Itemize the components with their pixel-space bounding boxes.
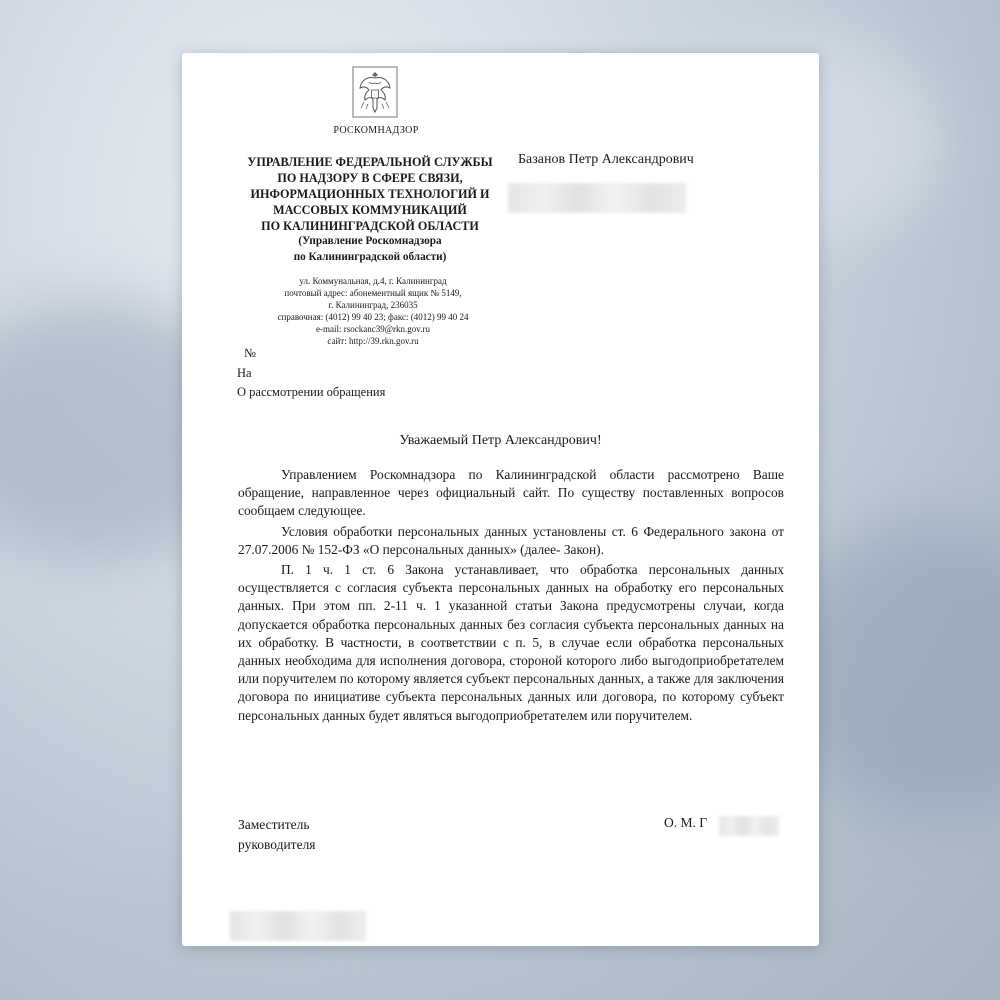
signer-title: [238, 815, 316, 854]
signer-title-line: руководителя: [238, 836, 316, 852]
coat-of-arms-icon: [352, 66, 398, 118]
recipient-name: Базанов Петр Александрович: [518, 152, 694, 167]
org-short-line: (Управление Роскомнадзора: [298, 235, 442, 247]
org-line: ПО КАЛИНИНГРАДСКОЙ ОБЛАСТИ: [261, 219, 479, 233]
letter-body: [238, 466, 784, 727]
redacted-recipient-address: [508, 183, 686, 213]
org-line: ИНФОРМАЦИОННЫХ ТЕХНОЛОГИЙ И: [250, 187, 490, 201]
address-line: ул. Коммунальная, д.4, г. Калининград: [299, 276, 447, 286]
address-line: сайт: http://39.rkn.gov.ru: [327, 336, 419, 346]
agency-short-name: РОСКОМНАДЗОР: [333, 125, 419, 136]
organization-header: [230, 154, 510, 265]
letter-page: [182, 53, 819, 946]
greeting: Уважаемый Петр Александрович!: [399, 433, 602, 448]
address-line: справочная: (4012) 99 40 23; факс: (4012) 99 40 24: [277, 312, 469, 322]
signer-title-line: Заместитель: [238, 817, 310, 832]
subject-line: О рассмотрении обращения: [237, 385, 386, 399]
body-paragraph: Условия обработки персональных данных установлены ст. 6 Федерального закона от 27.07.2006 № 152-ФЗ «О персональных данных» (далее- Закон).: [238, 523, 784, 557]
document-number-label: №: [244, 346, 256, 360]
signer-name: О. М. Г: [664, 815, 708, 830]
address-line: e-mail: rsockanc39@rkn.gov.ru: [316, 324, 430, 334]
org-line: УПРАВЛЕНИЕ ФЕДЕРАЛЬНОЙ СЛУЖБЫ: [247, 155, 493, 169]
body-paragraph: Управлением Роскомнадзора по Калининградской области рассмотрено Ваше обращение, направленное через официальный сайт. По существу поставленных вопросов сообщаем следующее.: [238, 467, 784, 519]
org-line: ПО НАДЗОРУ В СФЕРЕ СВЯЗИ,: [277, 171, 463, 185]
org-short-line: по Калининградской области): [293, 250, 447, 263]
address-line: г. Калининград, 236035: [328, 300, 418, 310]
contact-address: [242, 275, 504, 347]
body-paragraph: П. 1 ч. 1 ст. 6 Закона устанавливает, что обработка персональных данных осуществляется с согласия субъекта персональных данных на обработку его персональных данных. При этом пп. 2-11 ч. 1 указанной статьи Закона предусмотрены случаи, когда допускается обработка персональных данных без согласия субъекта персональных данных на их обработку. В частности, в соответствии с п. 5, в случае если обработка персональных данных необходима для исполнения договора, стороной которого либо выгодоприобретателем или поручителем по которому является субъект персональных данных, а также для заключения договора по инициативе субъекта персональных данных или договора, по которому субъект персональных данных будет являться выгодоприобретателем или поручителем.: [238, 562, 784, 723]
address-line: почтовый адрес: абонементный ящик № 5149,: [284, 288, 462, 298]
reply-to-label: На: [237, 366, 252, 380]
org-line: МАССОВЫХ КОММУНИКАЦИЙ: [273, 203, 467, 217]
redacted-signer-surname: [719, 816, 779, 836]
redacted-footer: [230, 911, 366, 941]
